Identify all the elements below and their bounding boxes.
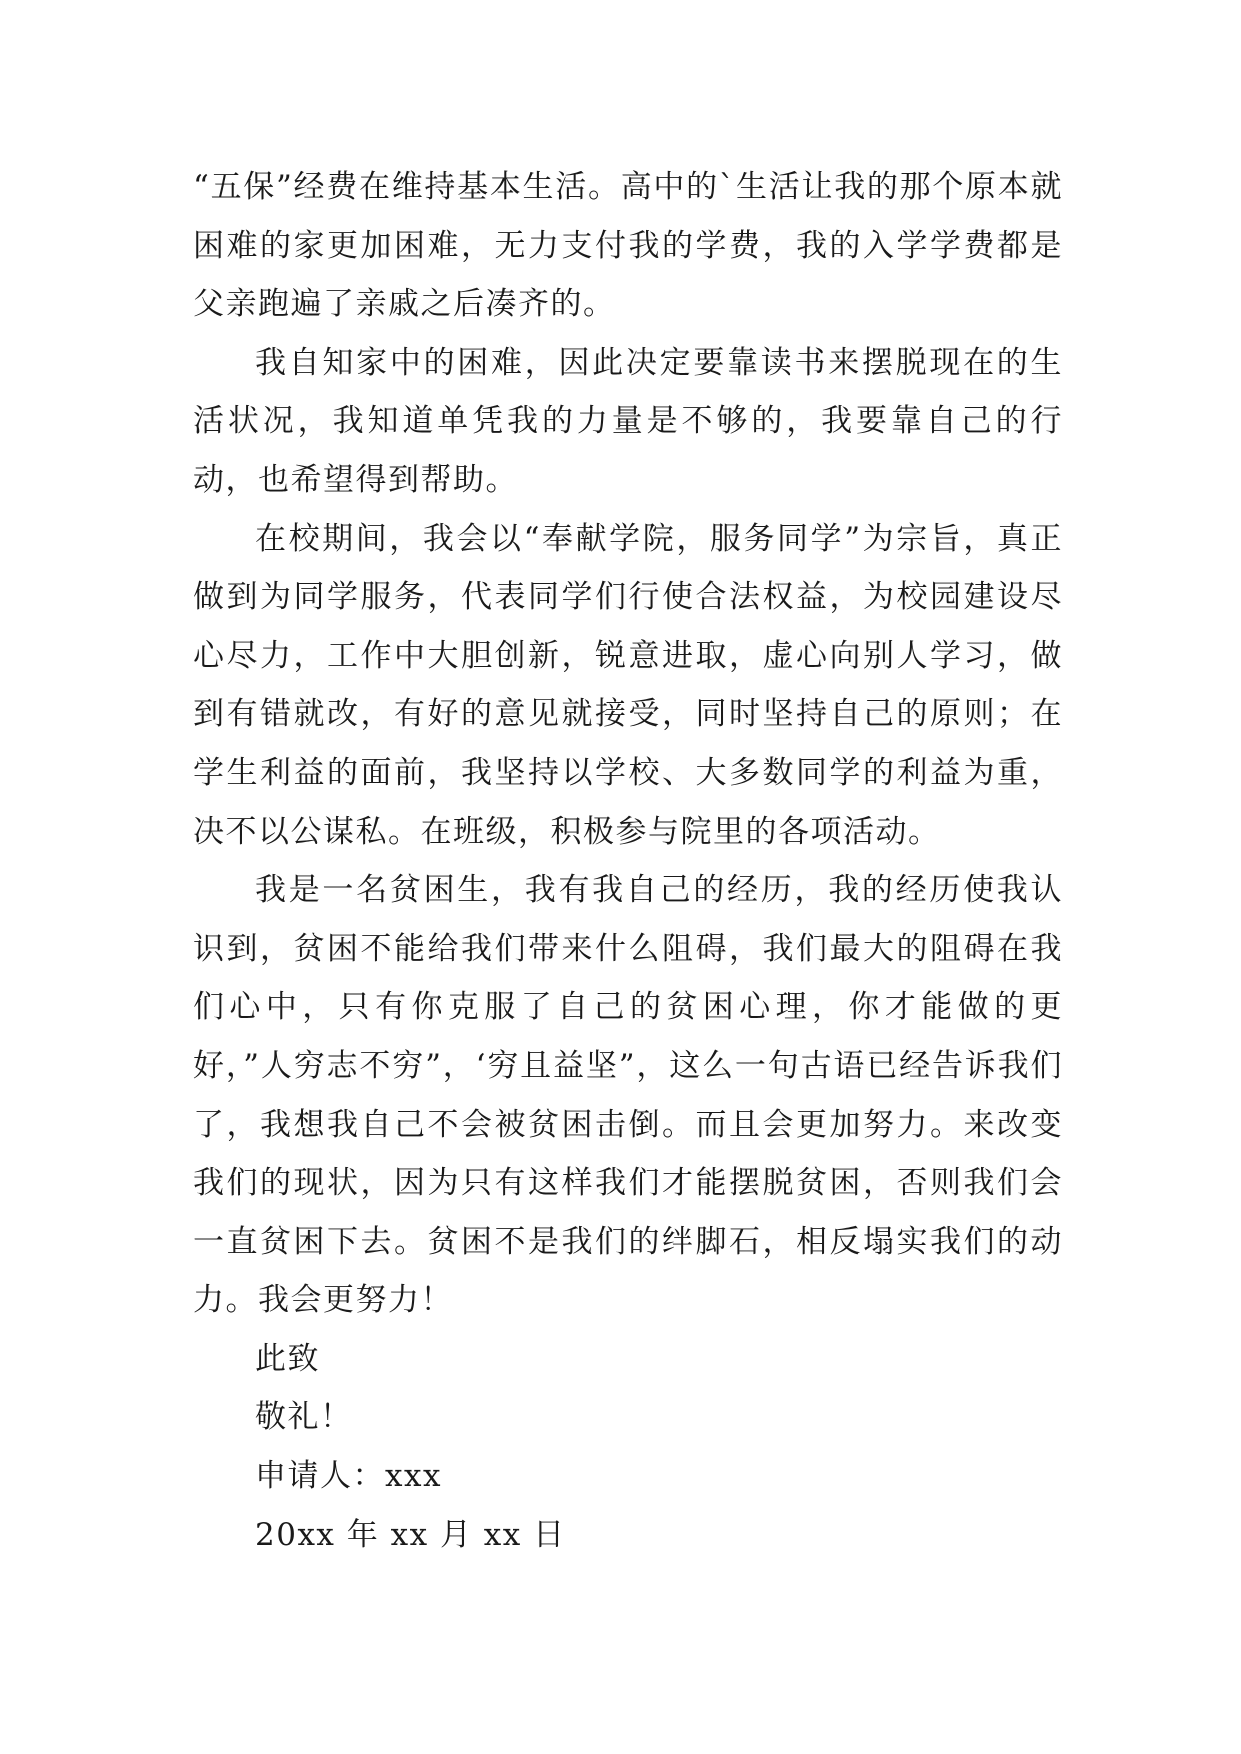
closing-salutation: 此致: [255, 1340, 320, 1377]
applicant-signature: 申请人：xxx: [255, 1458, 442, 1495]
paragraph-3: 在校期间，我会以“奉献学院，服务同学”为宗旨，真正做到为同学服务，代表同学们行使合法权益，为校园建设尽心尽力，工作中大胆创新，锐意进取，虚心向别人学习，做到有错就改，有好的意见就接受，同时坚持自己的原则；在学生利益的面前，我坚持以学校、大多数同学的利益为重，决不以公谋私。在班级，积极参与院里的各项活动。: [193, 520, 1063, 850]
letter-date: 20xx 年 xx 月 xx 日: [255, 1516, 566, 1553]
paragraph-2: 我自知家中的困难，因此决定要靠读书来摆脱现在的生活状况，我知道单凭我的力量是不够的，我要靠自己的行动，也希望得到帮助。: [193, 344, 1063, 498]
closing-regards: 敬礼！: [255, 1399, 353, 1436]
paragraph-4: 我是一名贫困生，我有我自己的经历，我的经历使我认识到，贫困不能给我们带来什么阻碍，我们最大的阻碍在我们心中，只有你克服了自己的贫困心理，你才能做的更好，”人穷志不穷”，‘穷且益坚”，这么一句古语已经告诉我们了，我想我自己不会被贫困击倒。而且会更加努力。来改变我们的现状，因为只有这样我们才能摆脱贫困，否则我们会一直贫困下去。贫困不是我们的绊脚石，相反塌实我们的动力。我会更努力！: [193, 872, 1063, 1319]
letter-body: [193, 158, 1063, 1564]
paragraph-1: “五保”经费在维持基本生活。高中的`生活让我的那个原本就困难的家更加困难，无力支付我的学费，我的入学学费都是父亲跑遍了亲戚之后凑齐的。: [193, 169, 1063, 323]
